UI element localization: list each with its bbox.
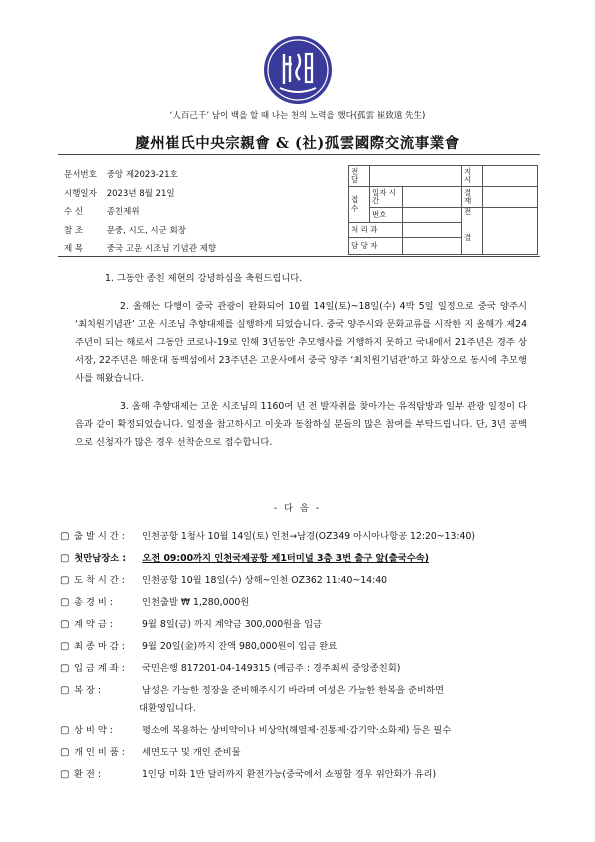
item-value: 남성은 가능한 정장을 준비해주시기 바라며 여성은 가능한 한복을 준비하면 [141, 685, 445, 696]
item-label: 총 경 비 : [73, 597, 113, 608]
approval-cell-gyeol: 결 [464, 232, 472, 242]
meta-row: 수 신 종친제위 [64, 207, 140, 217]
item-label: 계 약 금 : [73, 619, 113, 630]
item-value: 인천공항 1청사 10월 14일(토) 인천→남경(OZ349 아시아나항공 12:20~13:40) [141, 531, 476, 542]
approval-cell-jeondal: 전 달 [349, 166, 370, 187]
item-label: 상 비 약 : [73, 725, 113, 736]
item-value: 평소에 복용하는 상비약이나 비상약(해열제·진통제·감기약·소화제) 등은 필수 [141, 725, 452, 736]
approval-table [348, 165, 538, 255]
list-item [60, 720, 540, 742]
approval-cell-ilja: 일자 시간 [370, 187, 403, 208]
list-item [60, 570, 540, 592]
checkbox-icon: ▢ [60, 725, 70, 736]
checkbox-icon: ▢ [60, 685, 70, 696]
checkbox-icon: ▢ [60, 769, 70, 780]
checkbox-icon: ▢ [60, 747, 70, 758]
checkbox-icon: ▢ [60, 597, 70, 608]
clan-emblem-icon [262, 34, 334, 106]
item-label: 환 전 : [73, 769, 101, 780]
item-label: 최 종 마 감 : [73, 641, 125, 652]
schedule-list [60, 526, 540, 786]
checkbox-icon: ▢ [60, 553, 70, 564]
item-label: 도 착 시 간 : [73, 575, 125, 586]
approval-cell-jisi: 지 시 [462, 166, 483, 187]
item-value: 9월 8일(금) 까지 계약금 300,000원을 입금 [141, 619, 323, 630]
title-divider [58, 154, 540, 155]
item-label: 개 인 비 품 : [73, 747, 125, 758]
motto: ‘人百己千’ 남이 백을 할 때 나는 천의 노력을 했다(孤雲 崔致遠 先生) [169, 111, 426, 121]
meta-row: 제 목 중국 고운 시조님 기념관 제향 [64, 244, 217, 254]
item-label: 첫만남장소 : [74, 553, 127, 564]
org-title: 慶州崔氏中央宗親會 & (社)孤雲國際交流事業會 [135, 135, 460, 152]
list-item [60, 548, 540, 570]
list-item [60, 636, 540, 658]
item-value: 9월 20일(金)까지 잔액 980,000원이 입금 완료 [141, 641, 338, 652]
list-item [60, 592, 540, 614]
checkbox-icon: ▢ [60, 641, 70, 652]
paragraph-1: 1. 그동안 종친 제현의 강녕하심을 축원드립니다. [105, 273, 303, 284]
approval-cell-jeopsu: 접 수 [349, 187, 370, 223]
letter-body [75, 270, 527, 458]
item-value: 인천공항 10월 18일(수) 상해~인천 OZ362 11:40~14:40 [141, 575, 388, 586]
item-value: 인천출발 ₩ 1,280,000원 [141, 597, 250, 608]
list-item [60, 658, 540, 680]
paragraph-2: 2. 올해는 다행이 중국 관광이 완화되어 10월 14일(토)~18일(수) 4박 5일 일정으로 중국 양주시 ‘최치원기념관’ 고운 시조님 추향대제를 실행하게 되었습니다. 중국 양주시와 문화교류를 시작한 지 올해가 제24주년이 되는 해로서 그동안 코로나-19로 인해 3년동안 추모행사를 거행하지 못하고 국내에서 21주년은 경주 상서장, 22주년은 해운대 동백섬에서 23주년은 고운사에서 중국 양주 ‘최치원기념관’하고 화상으로 동시에 추모행사를 해왔습니다. [75, 301, 527, 384]
checkbox-icon: ▢ [60, 663, 70, 674]
item-label: 입 금 계 좌 : [73, 663, 125, 674]
approval-cell-gyeoljae: 결 재 [462, 187, 483, 208]
checkbox-icon: ▢ [60, 619, 70, 630]
meta-row: 문서번호 중앙 제2023-21호 [64, 170, 178, 180]
document-meta [64, 166, 216, 259]
section-divider: - 다 음 - [273, 503, 322, 514]
item-continuation: 대환영입니다. [139, 703, 196, 714]
approval-cell-damdangja: 담 당 자 [349, 238, 403, 255]
header-divider [58, 256, 540, 257]
checkbox-icon: ▢ [60, 531, 70, 542]
meta-row: 시행일자 2023년 8월 21일 [64, 188, 175, 199]
list-item [60, 742, 540, 764]
list-item [60, 526, 540, 548]
list-item [60, 614, 540, 636]
item-value: 1인당 미화 1만 달러까지 환전가능(중국에서 쇼핑할 경우 위안화가 유리) [141, 769, 437, 780]
approval-cell-beonho: 번호 [370, 208, 403, 223]
approval-cell-cheorigwa: 처 리 과 [349, 223, 403, 238]
checkbox-icon: ▢ [60, 575, 70, 586]
list-item [60, 764, 540, 786]
item-label: 복 장 : [73, 685, 101, 696]
approval-cell-jeon: 전 [464, 207, 472, 216]
item-value: 오전 09:00까지 인천국제공항 제1터미널 3층 3번 출구 앞(출국수속) [142, 553, 429, 564]
paragraph-3: 3. 올해 추향대제는 고운 시조님의 1160여 년 전 발자취를 찾아가는 유적탐방과 일부 관광 일정이 다음과 같이 확정되었습니다. 일정을 참고하시고 이웃과 동참하실 분들의 많은 참여를 부탁드립니다. 단, 3년 공백으로 신청자가 많은 경우 선착순으로 접수합니다. [75, 401, 527, 448]
meta-row: 참 조 문중, 시도, 시군 회장 [64, 225, 186, 236]
item-value: 국민은행 817201-04-149315 (예금주 : 경주최씨 중앙종친회) [141, 663, 401, 674]
item-label: 출 발 시 간 : [73, 531, 125, 542]
item-value: 세면도구 및 개인 준비물 [141, 747, 241, 758]
